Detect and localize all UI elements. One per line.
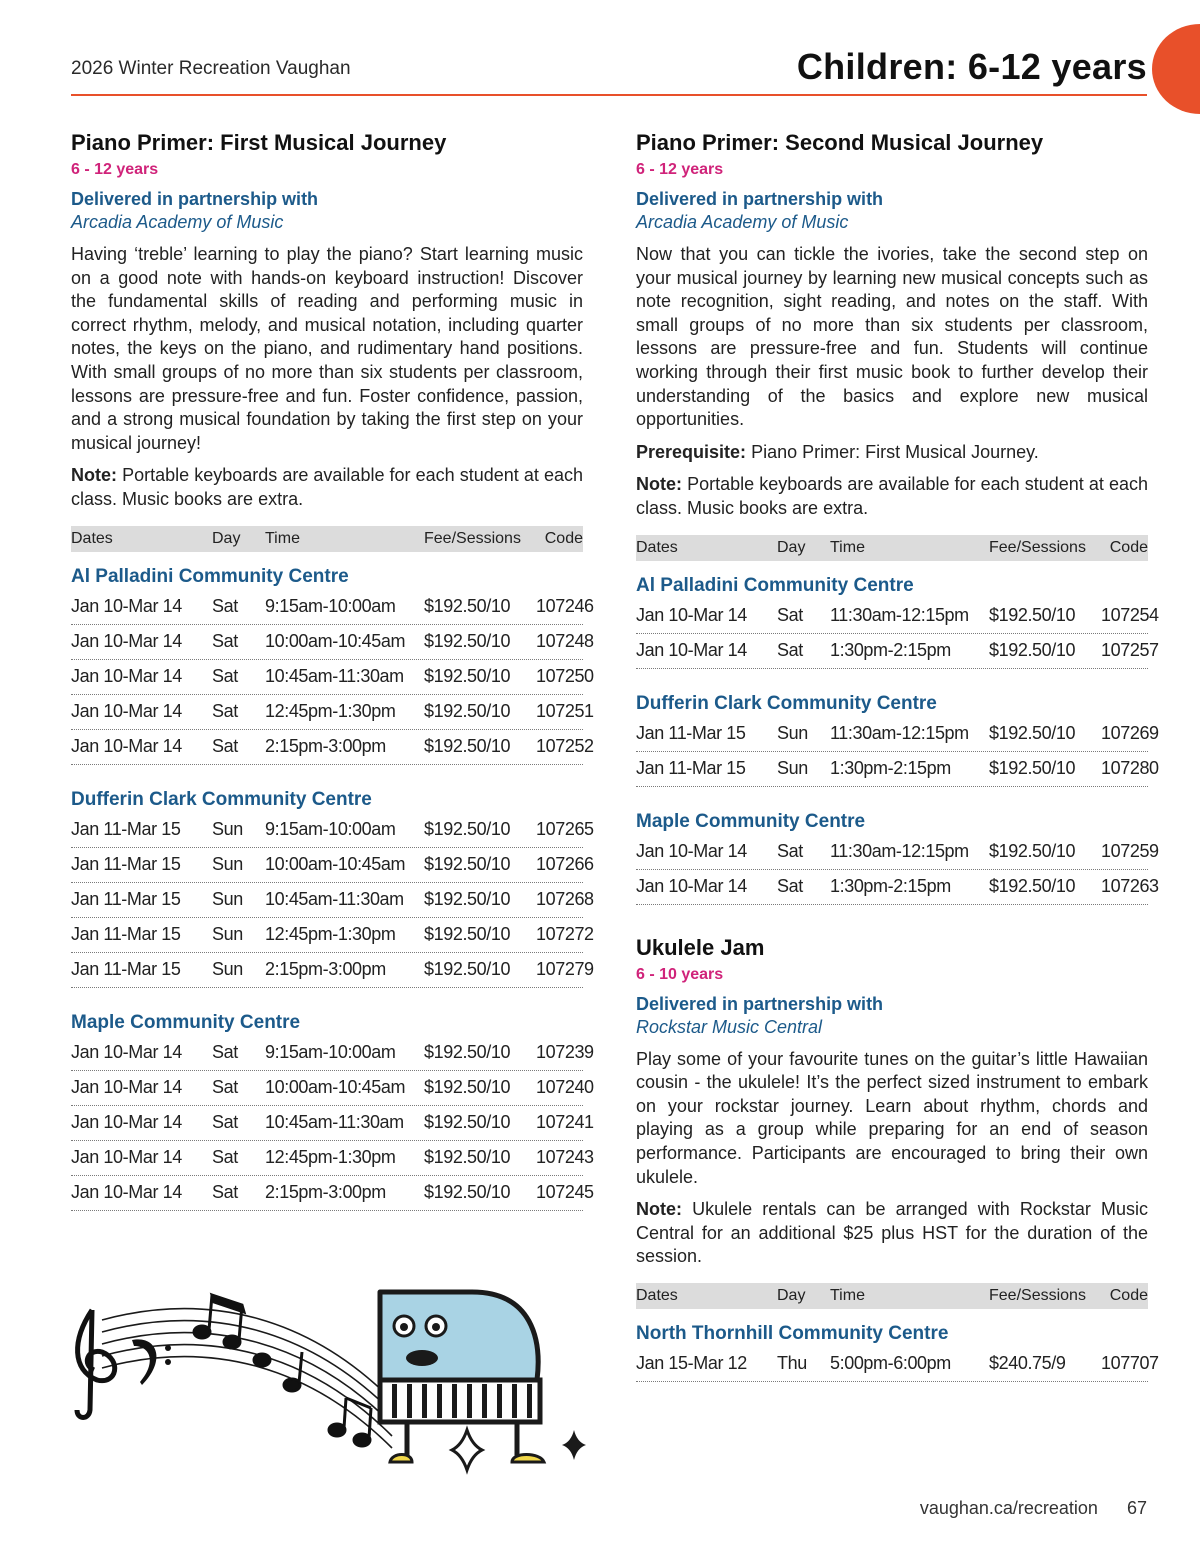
date-range: Jan 10-Mar 14: [71, 1077, 182, 1098]
schedule-table-header: [636, 535, 1148, 561]
location-name: North Thornhill Community Centre: [636, 1322, 949, 1344]
fee-sessions: $240.75/9: [989, 1353, 1066, 1374]
program-note: [636, 473, 1148, 520]
program-age: 6 - 12 years: [71, 161, 159, 178]
day: Sat: [212, 1147, 238, 1168]
note-text: Portable keyboards are available for each student at each class. Music books are extra.: [71, 465, 583, 509]
course-code[interactable]: 107279: [536, 959, 594, 980]
date-range: Jan 10-Mar 14: [71, 701, 182, 722]
sparkle-icon: [562, 1430, 586, 1460]
table-row: [71, 730, 594, 765]
table-row: [71, 590, 594, 625]
left-column: [71, 128, 594, 1239]
time: 1:30pm-2:15pm: [830, 640, 951, 661]
program-partner: [636, 188, 1148, 234]
day: Sat: [212, 596, 238, 617]
course-code[interactable]: 107243: [536, 1147, 594, 1168]
day: Sat: [212, 1077, 238, 1098]
table-row: [71, 1036, 594, 1071]
section-tab-marker: [1152, 24, 1200, 114]
date-range: Jan 10-Mar 14: [71, 631, 182, 652]
header-time: Time: [265, 529, 300, 547]
music-illustration: [62, 1280, 592, 1490]
program-title: Piano Primer: First Musical Journey: [71, 130, 447, 155]
day: Sat: [212, 1182, 238, 1203]
date-range: Jan 11-Mar 15: [636, 758, 746, 779]
location-group: [71, 787, 594, 988]
time: 11:30am-12:15pm: [830, 605, 969, 626]
table-row: [636, 599, 1159, 634]
time: 10:45am-11:30am: [265, 666, 404, 687]
date-range: Jan 10-Mar 14: [71, 596, 182, 617]
table-row: [71, 918, 594, 953]
fee-sessions: $192.50/10: [424, 1182, 511, 1203]
prereq-text: Piano Primer: First Musical Journey.: [751, 441, 1039, 462]
partner-name: Arcadia Academy of Music: [71, 212, 284, 232]
time: 9:15am-10:00am: [265, 819, 396, 840]
date-range: Jan 11-Mar 15: [71, 959, 181, 980]
program-partner: [71, 188, 583, 234]
time: 12:45pm-1:30pm: [265, 1147, 396, 1168]
date-range: Jan 10-Mar 14: [71, 1182, 182, 1203]
table-row: [71, 1176, 594, 1211]
header-dates: Dates: [636, 1286, 678, 1304]
date-range: Jan 10-Mar 14: [71, 666, 182, 687]
location-group: [636, 573, 1159, 669]
location-name: Maple Community Centre: [636, 810, 866, 832]
prereq-label: Prerequisite:: [636, 441, 747, 462]
header-fee: Fee/Sessions: [989, 538, 1086, 556]
program-partner: [636, 993, 1148, 1039]
program-age: 6 - 12 years: [636, 161, 724, 178]
fee-sessions: $192.50/10: [424, 1112, 511, 1133]
header-fee: Fee/Sessions: [989, 1286, 1086, 1304]
time: 10:00am-10:45am: [265, 854, 406, 875]
partner-intro: Delivered in partnership with: [636, 189, 884, 209]
fee-sessions: $192.50/10: [989, 605, 1076, 626]
fee-sessions: $192.50/10: [424, 666, 511, 687]
date-range: Jan 11-Mar 15: [71, 854, 181, 875]
date-range: Jan 11-Mar 15: [71, 889, 181, 910]
schedule-locations: [71, 564, 594, 1211]
treble-clef-icon: [77, 1310, 115, 1418]
schedule-table-header: [636, 1283, 1148, 1309]
header-code: Code: [1109, 1286, 1148, 1304]
fee-sessions: $192.50/10: [424, 1147, 511, 1168]
course-code[interactable]: 107240: [536, 1077, 594, 1098]
table-row: [71, 1106, 594, 1141]
schedule-locations: [636, 1321, 1159, 1382]
fee-sessions: $192.50/10: [424, 924, 511, 945]
course-code[interactable]: 107245: [536, 1182, 594, 1203]
time: 2:15pm-3:00pm: [265, 1182, 386, 1203]
time: 12:45pm-1:30pm: [265, 701, 396, 722]
day: Sat: [212, 666, 238, 687]
day: Sun: [777, 723, 808, 744]
time: 5:00pm-6:00pm: [830, 1353, 951, 1374]
date-range: Jan 10-Mar 14: [636, 605, 747, 626]
table-row: [636, 717, 1159, 752]
fee-sessions: $192.50/10: [424, 959, 511, 980]
table-row: [71, 695, 594, 730]
time: 10:00am-10:45am: [265, 1077, 406, 1098]
date-range: Jan 10-Mar 14: [636, 640, 747, 661]
day: Sun: [212, 889, 243, 910]
course-code[interactable]: 107250: [536, 666, 594, 687]
course-code[interactable]: 107251: [536, 701, 594, 722]
day: Sat: [777, 876, 803, 897]
partner-name: Arcadia Academy of Music: [636, 212, 849, 232]
table-row: [71, 813, 594, 848]
time: 11:30am-12:15pm: [830, 723, 969, 744]
fee-sessions: $192.50/10: [424, 736, 511, 757]
course-code[interactable]: 107280: [1101, 758, 1159, 779]
course-code[interactable]: 107707: [1101, 1353, 1159, 1374]
time: 2:15pm-3:00pm: [265, 736, 386, 757]
location-name: Dufferin Clark Community Centre: [71, 788, 372, 810]
header-dates: Dates: [71, 529, 113, 547]
page-header: [71, 40, 1147, 96]
fee-sessions: $192.50/10: [989, 758, 1076, 779]
location-group: [636, 1321, 1159, 1382]
program-description: Now that you can tickle the ivories, take the second step on your musical journey by learning new musical concepts such as note recognition, sight reading, and notes on the staff. With small groups of no more than six students per classroom, lessons are pressure-free and fun. Students will continue working through their first music book to further develop their understanding of the basics and explore new musical opportunities.: [636, 244, 1148, 430]
day: Thu: [777, 1353, 807, 1374]
table-row: [71, 1141, 594, 1176]
header-code: Code: [1109, 538, 1148, 556]
page-number: 67: [1126, 1498, 1147, 1518]
date-range: Jan 10-Mar 14: [636, 876, 747, 897]
day: Sat: [212, 701, 238, 722]
fee-sessions: $192.50/10: [424, 1077, 511, 1098]
location-group: [71, 1010, 594, 1211]
table-row: [71, 883, 594, 918]
note-label: Note:: [636, 474, 682, 495]
section-title: Children: 6-12 years: [796, 46, 1147, 87]
day: Sun: [212, 819, 243, 840]
header-time: Time: [830, 538, 865, 556]
fee-sessions: $192.50/10: [989, 876, 1076, 897]
time: 11:30am-12:15pm: [830, 841, 969, 862]
note-text: Ukulele rentals can be arranged with Rockstar Music Central for an additional $25 plus HST for the duration of the session.: [636, 1199, 1148, 1267]
date-range: Jan 10-Mar 14: [71, 1042, 182, 1063]
partner-name: Rockstar Music Central: [636, 1016, 823, 1037]
program-prerequisite: [636, 441, 1148, 465]
day: Sat: [777, 841, 803, 862]
time: 9:15am-10:00am: [265, 596, 396, 617]
course-code[interactable]: 107252: [536, 736, 594, 757]
partner-intro: Delivered in partnership with: [71, 189, 319, 209]
header-time: Time: [830, 1286, 865, 1304]
music-notes-icon: [194, 1295, 371, 1446]
program-piano-primer-first: [71, 128, 594, 1211]
time: 1:30pm-2:15pm: [830, 876, 951, 897]
table-row: [636, 752, 1159, 787]
publication-title: 2026 Winter Recreation Vaughan: [71, 58, 351, 79]
course-code[interactable]: 107246: [536, 596, 594, 617]
fee-sessions: $192.50/10: [424, 596, 511, 617]
program-description: Having ‘treble’ learning to play the piano? Start learning music on a good note with hands-on keyboard instruction! Discover the fundamental skills of reading and performing music in correct rhythm, melody, and musical notation, including quarter notes, the keys on the piano, and rudimentary hand positions. With small groups of no more than six students per classroom, lessons are pressure-free and fun. Foster confidence, passion, and a strong musical foundation by taking the first step on your musical journey!: [71, 244, 583, 453]
header-code: Code: [544, 529, 583, 547]
course-code[interactable]: 107241: [536, 1112, 594, 1133]
page-footer: [920, 1498, 1147, 1519]
date-range: Jan 10-Mar 14: [71, 736, 182, 757]
course-code[interactable]: 107248: [536, 631, 594, 652]
day: Sat: [212, 1112, 238, 1133]
course-code[interactable]: 107269: [1101, 723, 1159, 744]
course-code[interactable]: 107272: [536, 924, 594, 945]
table-row: [636, 634, 1159, 669]
fee-sessions: $192.50/10: [424, 631, 511, 652]
table-row: [71, 953, 594, 988]
program-note: [636, 1198, 1148, 1269]
day: Sun: [212, 924, 243, 945]
table-row: [71, 660, 594, 695]
day: Sat: [212, 631, 238, 652]
day: Sun: [212, 854, 243, 875]
time: 2:15pm-3:00pm: [265, 959, 386, 980]
program-title: Ukulele Jam: [636, 934, 765, 960]
fee-sessions: $192.50/10: [989, 723, 1076, 744]
date-range: Jan 15-Mar 12: [636, 1353, 747, 1374]
note-label: Note:: [71, 465, 117, 486]
piano-character-icon: [380, 1292, 544, 1462]
fee-sessions: $192.50/10: [424, 819, 511, 840]
table-row: [71, 848, 594, 883]
course-code[interactable]: 107254: [1101, 605, 1159, 626]
date-range: Jan 10-Mar 14: [636, 841, 747, 862]
program-piano-primer-second: [636, 128, 1159, 905]
location-name: Dufferin Clark Community Centre: [636, 692, 937, 714]
time: 1:30pm-2:15pm: [830, 758, 951, 779]
header-day: Day: [212, 529, 241, 547]
program-note: [71, 464, 583, 511]
bass-clef-icon: [132, 1339, 171, 1385]
location-name: Maple Community Centre: [71, 1011, 301, 1033]
time: 10:45am-11:30am: [265, 889, 404, 910]
schedule-locations: [636, 573, 1159, 905]
course-code[interactable]: 107257: [1101, 640, 1159, 661]
time: 10:00am-10:45am: [265, 631, 406, 652]
fee-sessions: $192.50/10: [424, 1042, 511, 1063]
schedule-table-header: [71, 526, 583, 552]
date-range: Jan 11-Mar 15: [71, 924, 181, 945]
footer-url[interactable]: vaughan.ca/recreation: [919, 1498, 1098, 1518]
course-code[interactable]: 107268: [536, 889, 594, 910]
course-code[interactable]: 107263: [1101, 876, 1159, 897]
time: 12:45pm-1:30pm: [265, 924, 396, 945]
fee-sessions: $192.50/10: [989, 841, 1076, 862]
note-label: Note:: [636, 1199, 682, 1220]
date-range: Jan 10-Mar 14: [71, 1112, 182, 1133]
header-dates: Dates: [636, 538, 678, 556]
table-row: [71, 625, 594, 660]
header-day: Day: [777, 538, 806, 556]
header-day: Day: [777, 1286, 806, 1304]
day: Sun: [212, 959, 243, 980]
fee-sessions: $192.50/10: [424, 889, 511, 910]
program-age: 6 - 10 years: [636, 965, 724, 983]
program-description: Play some of your favourite tunes on the guitar’s little Hawaiian cousin - the ukulele! It’s the perfect sized instrument to embark on your rockstar journey. Learn about rhythm, chords and playing as a group while preparing for an end of season performance. Participants are encouraged to bring their own ukulele.: [636, 1048, 1148, 1187]
location-group: [636, 809, 1159, 905]
fee-sessions: $192.50/10: [424, 701, 511, 722]
fee-sessions: $192.50/10: [424, 854, 511, 875]
table-row: [636, 870, 1159, 905]
table-row: [636, 835, 1159, 870]
day: Sun: [777, 758, 808, 779]
right-column: [636, 128, 1159, 1410]
time: 10:45am-11:30am: [265, 1112, 404, 1133]
course-code[interactable]: 107266: [536, 854, 594, 875]
header-fee: Fee/Sessions: [424, 529, 521, 547]
time: 9:15am-10:00am: [265, 1042, 396, 1063]
date-range: Jan 11-Mar 15: [71, 819, 181, 840]
course-code[interactable]: 107265: [536, 819, 594, 840]
day: Sat: [212, 736, 238, 757]
day: Sat: [777, 640, 803, 661]
fee-sessions: $192.50/10: [989, 640, 1076, 661]
table-row: [636, 1347, 1159, 1382]
date-range: Jan 11-Mar 15: [636, 723, 746, 744]
date-range: Jan 10-Mar 14: [71, 1147, 182, 1168]
location-group: [636, 691, 1159, 787]
location-name: Al Palladini Community Centre: [71, 565, 349, 587]
partner-intro: Delivered in partnership with: [636, 993, 884, 1014]
course-code[interactable]: 107259: [1101, 841, 1159, 862]
program-ukulele-jam: [636, 933, 1159, 1382]
table-row: [71, 1071, 594, 1106]
program-title: Piano Primer: Second Musical Journey: [636, 130, 1044, 155]
day: Sat: [212, 1042, 238, 1063]
course-code[interactable]: 107239: [536, 1042, 594, 1063]
day: Sat: [777, 605, 803, 626]
sparkle-icon: [452, 1430, 482, 1470]
location-group: [71, 564, 594, 765]
note-text: Portable keyboards are available for each student at each class. Music books are extra.: [636, 474, 1148, 518]
location-name: Al Palladini Community Centre: [636, 574, 914, 596]
